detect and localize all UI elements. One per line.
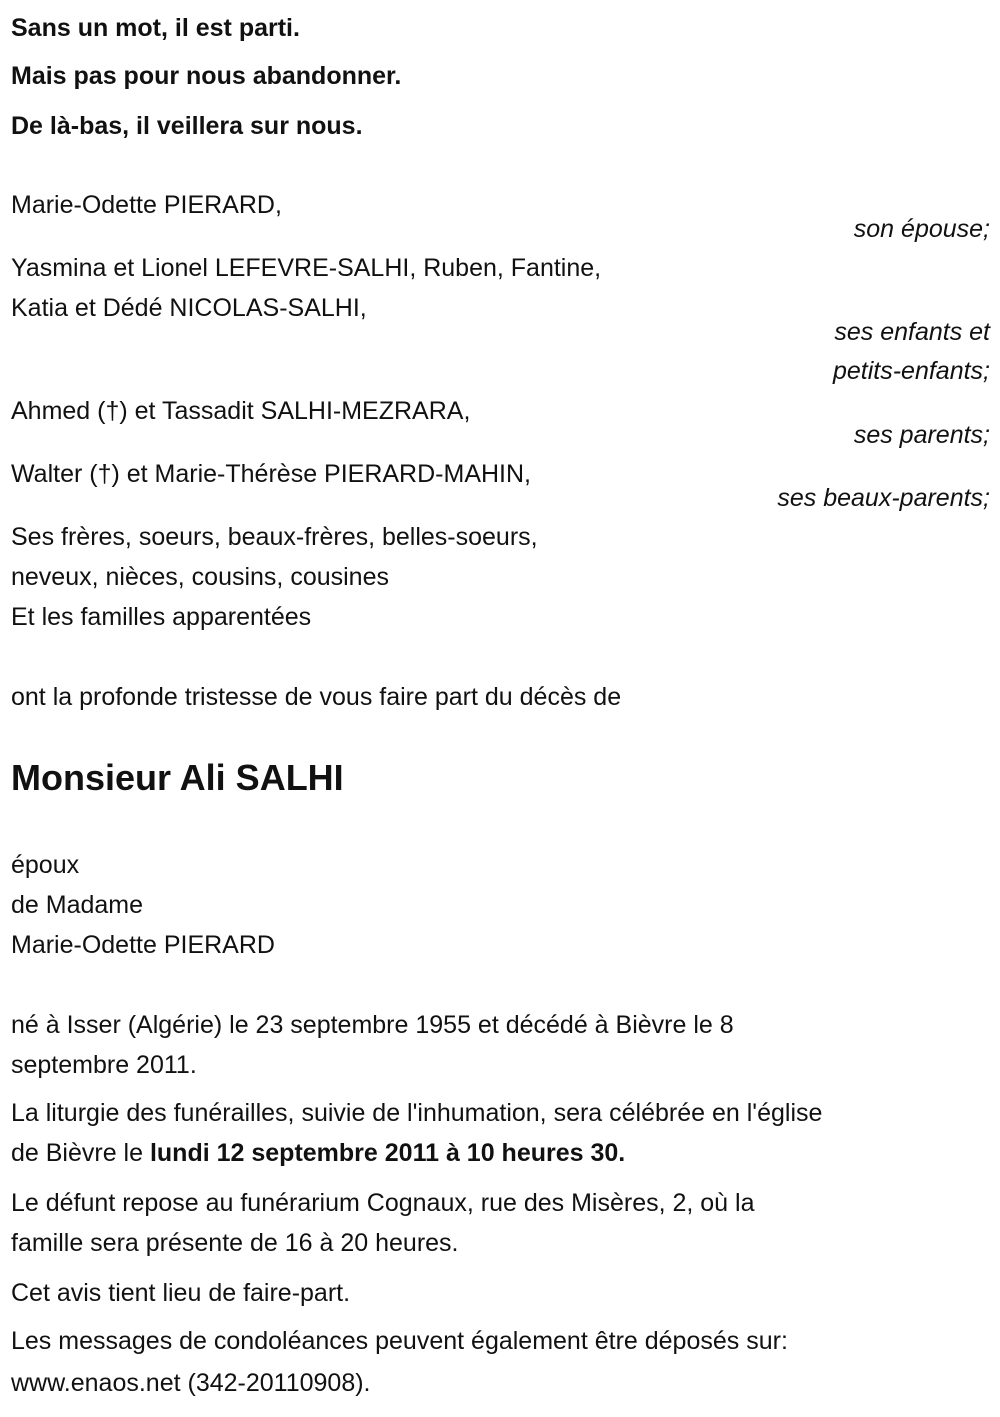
children-line: Yasmina et Lionel LEFEVRE-SALHI, Ruben, Fantine, [11, 254, 602, 282]
condolences-line: Les messages de condoléances peuvent également être déposés sur: [11, 1327, 788, 1355]
in-laws-line: Walter (†) et Marie-Thérèse PIERARD-MAHIN, [11, 460, 531, 488]
birth-death-line: né à Isser (Algérie) le 23 septembre 1955 et décédé à Bièvre le 8 [11, 1011, 734, 1039]
others-line: neveux, nièces, cousins, cousines [11, 563, 389, 591]
repose-line: famille sera présente de 16 à 20 heures. [11, 1229, 459, 1257]
parents-role: ses parents; [853, 421, 990, 449]
others-line: Et les familles apparentées [11, 603, 312, 631]
spouse-name: Marie-Odette PIERARD, [11, 191, 282, 219]
verse-line: Mais pas pour nous abandonner. [11, 62, 402, 90]
funeral-line: La liturgie des funérailles, suivie de l'inhumation, sera célébrée en l'église [11, 1099, 823, 1127]
birth-death-line: septembre 2011. [11, 1051, 197, 1079]
verse-line: Sans un mot, il est parti. [11, 14, 300, 42]
notice: Cet avis tient lieu de faire-part. [11, 1279, 351, 1307]
parents-line: Ahmed (†) et Tassadit SALHI-MEZRARA, [11, 397, 471, 425]
condolences-link[interactable]: www.enaos.net (342-20110908). [11, 1369, 371, 1397]
spouse-role: son épouse; [853, 215, 990, 243]
children-role: ses enfants et [834, 318, 990, 346]
children-role: petits-enfants; [832, 357, 990, 385]
verse-line: De là-bas, il veillera sur nous. [11, 112, 363, 140]
in-laws-role: ses beaux-parents; [777, 484, 990, 512]
children-line: Katia et Dédé NICOLAS-SALHI, [11, 294, 367, 322]
repose-line: Le défunt repose au funérarium Cognaux, rue des Misères, 2, où la [11, 1189, 755, 1217]
spouse-of-line: de Madame [11, 891, 144, 919]
funeral-line [11, 1138, 625, 1168]
spouse-of-line: Marie-Odette PIERARD [11, 931, 275, 959]
funeral-date: lundi 12 septembre 2011 à 10 heures 30. [149, 1139, 626, 1167]
deceased-name: Monsieur Ali SALHI [11, 757, 344, 798]
spouse-of-line: époux [11, 851, 80, 879]
others-line: Ses frères, soeurs, beaux-frères, belles-soeurs, [11, 523, 538, 551]
funeral-prefix: de Bièvre le [11, 1139, 150, 1167]
announcement: ont la profonde tristesse de vous faire part du décès de [11, 683, 622, 711]
